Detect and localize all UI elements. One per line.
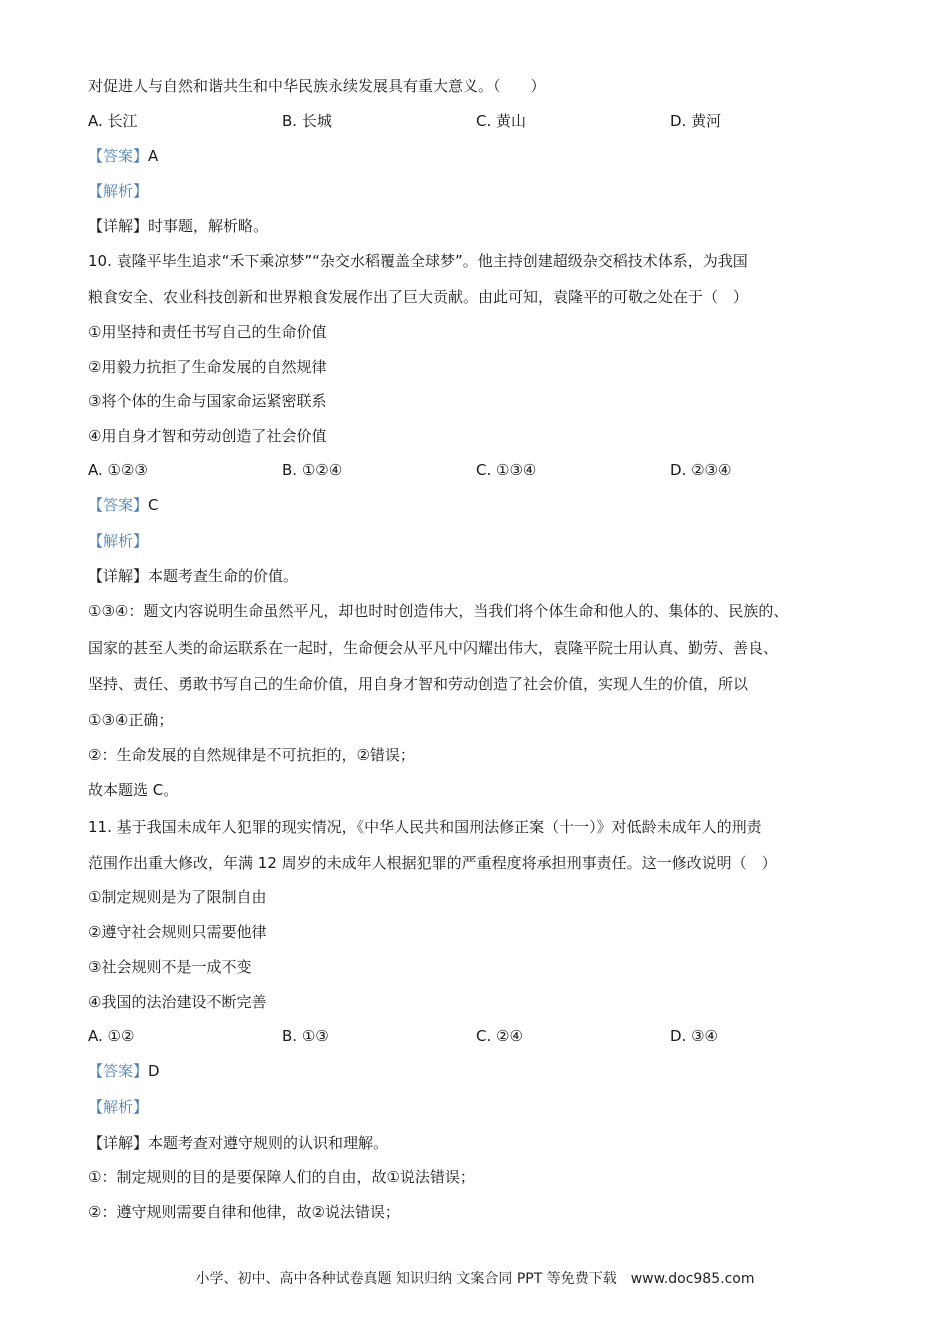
q11-stem-line-2: 范围作出重大修改，年满 12 周岁的未成年人根据犯罪的严重程度将承担刑事责任。这一修改说明（ ）: [88, 854, 777, 872]
q10-statement-4: ④用自身才智和劳动创造了社会价值: [88, 427, 327, 445]
q9-stem-tail: 对促进人与自然和谐共生和中华民族永续发展具有重大意义。（ ）: [88, 77, 546, 95]
q10-detail-line-2: ①③④：题文内容说明生命虽然平凡，却也时时创造伟大，当我们将个体生命和他人的、集体的、民族的、: [88, 602, 789, 620]
q11-statement-1: ①制定规则是为了限制自由: [88, 888, 267, 906]
q10-detail-line-4: 坚持、责任、勇敢书写自己的生命价值，用自身才智和劳动创造了社会价值，实现人生的价值，所以: [88, 675, 749, 693]
q10-statement-1: ①用坚持和责任书写自己的生命价值: [88, 323, 327, 341]
answer-label: 【答案】: [88, 147, 149, 165]
q10-statement-2: ②用毅力抗拒了生命发展的自然规律: [88, 358, 327, 376]
q10-detail-line-6: ②：生命发展的自然规律是不可抗拒的，②错误；: [88, 746, 415, 764]
answer-label: 【答案】: [88, 1062, 149, 1080]
q9-option-b: B. 长城: [282, 112, 332, 130]
q10-option-b: B. ①②④: [282, 461, 343, 479]
q10-stem-line-1: 10. 袁隆平毕生追求“禾下乘凉梦”“杂交水稻覆盖全球梦”。他主持创建超级杂交稻技术体系，为我国: [88, 252, 748, 270]
q10-statement-3: ③将个体的生命与国家命运紧密联系: [88, 392, 327, 410]
q10-option-d: D. ②③④: [670, 461, 732, 479]
q11-option-c: C. ②④: [476, 1027, 523, 1045]
q11-detail-line-2: ①：制定规则的目的是要保障人们的自由，故①说法错误；: [88, 1168, 475, 1186]
q11-stem-line-1: 11. 基于我国未成年人犯罪的现实情况，《中华人民共和国刑法修正案（十一）》对低龄未成年人的刑责: [88, 818, 762, 836]
q10-option-a: A. ①②③: [88, 461, 148, 479]
page-footer: 小学、初中、高中各种试卷真题 知识归纳 文案合同 PPT 等免费下载 www.doc985.com: [195, 1271, 755, 1287]
q9-option-c: C. 黄山: [476, 112, 527, 130]
q11-statement-2: ②遵守社会规则只需要他律: [88, 923, 267, 941]
answer-value: D: [148, 1062, 160, 1080]
answer-value: C: [148, 496, 159, 514]
q10-analysis-label: 【解析】: [88, 532, 149, 550]
q10-detail-line-5: ①③④正确；: [88, 711, 174, 729]
q11-option-a: A. ①②: [88, 1027, 135, 1045]
q10-answer: [88, 495, 159, 515]
answer-label: 【答案】: [88, 496, 149, 514]
q11-option-b: B. ①③: [282, 1027, 329, 1045]
q10-detail-line-1: 【详解】本题考查生命的价值。: [88, 567, 299, 585]
q11-analysis-label: 【解析】: [88, 1098, 149, 1116]
q11-option-d: D. ③④: [670, 1027, 718, 1045]
q10-detail-line-3: 国家的甚至人类的命运联系在一起时，生命便会从平凡中闪耀出伟大，袁隆平院士用认真、勤劳、善良、: [88, 639, 779, 657]
q9-answer: [88, 146, 158, 166]
q10-detail-line-7: 故本题选 C。: [88, 781, 179, 799]
q9-detail: 【详解】时事题，解析略。: [88, 217, 269, 235]
q9-option-d: D. 黄河: [670, 112, 722, 130]
answer-value: A: [148, 147, 159, 165]
q11-statement-3: ③社会规则不是一成不变: [88, 958, 252, 976]
q10-stem-line-2: 粮食安全、农业科技创新和世界粮食发展作出了巨大贡献。由此可知，袁隆平的可敬之处在于（ ）: [88, 288, 749, 306]
q11-detail-line-3: ②：遵守规则需要自律和他律，故②说法错误；: [88, 1203, 400, 1221]
q10-option-c: C. ①③④: [476, 461, 537, 479]
q9-option-a: A. 长江: [88, 112, 138, 130]
q11-detail-line-1: 【详解】本题考查对遵守规则的认识和理解。: [88, 1134, 389, 1152]
q11-statement-4: ④我国的法治建设不断完善: [88, 993, 267, 1011]
q9-analysis-label: 【解析】: [88, 182, 149, 200]
q11-answer: [88, 1061, 160, 1081]
